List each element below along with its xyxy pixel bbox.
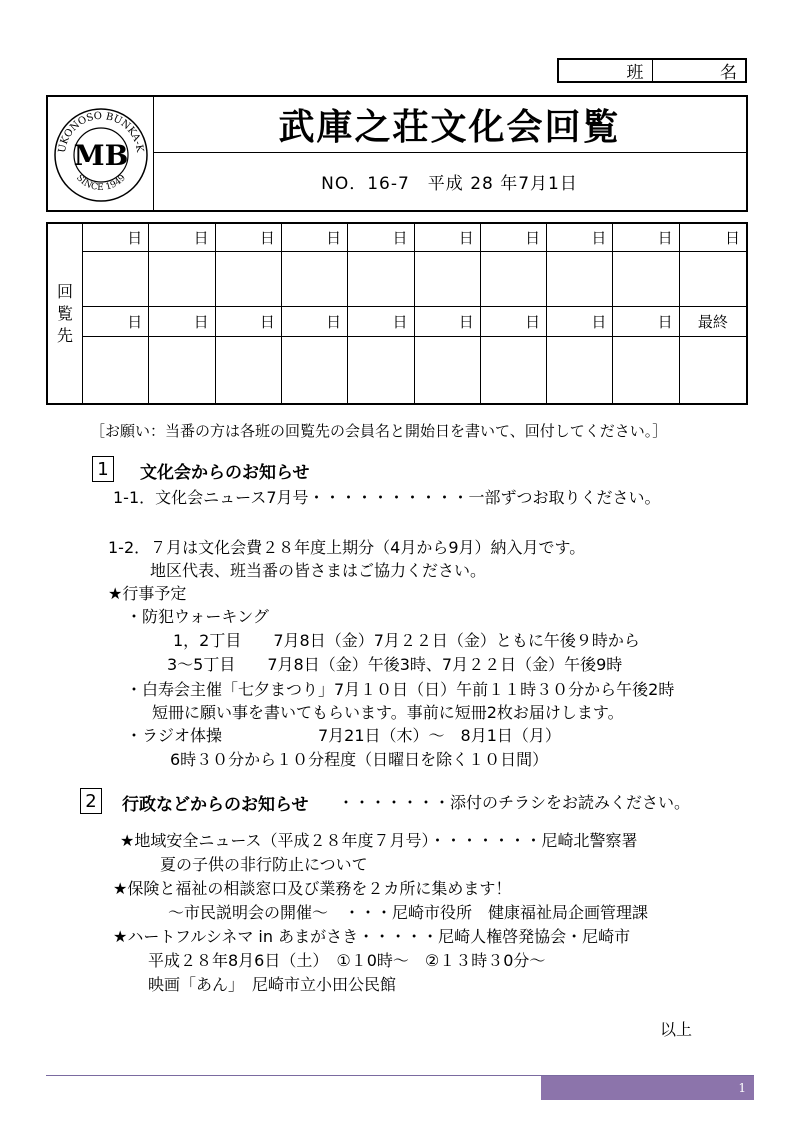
- date-cell: 日: [348, 224, 414, 252]
- page-title: 武庫之荘文化会回覧: [153, 97, 746, 153]
- date-cell: 日: [415, 307, 481, 337]
- final-cell: 最終: [680, 307, 746, 337]
- date-cell: 日: [216, 307, 282, 337]
- notice-line: 夏の子供の非行防止について: [160, 855, 368, 874]
- section-title: 行政などからのお知らせ: [122, 795, 309, 815]
- section-number: 1: [92, 456, 114, 482]
- notice-line: 1-1．文化会ニュース7月号・・・・・・・・・・一部ずつお取りください。: [113, 488, 661, 507]
- date-cell: 日: [613, 224, 679, 252]
- notice-line: ・ラジオ体操 7月21日（木）～ 8月1日（月）: [126, 726, 561, 745]
- date-cell: 日: [83, 307, 149, 337]
- name-cell: [348, 252, 414, 307]
- date-cell: 日: [415, 224, 481, 252]
- logo-since-text: SINCE 1949: [74, 173, 128, 194]
- date-cell: 日: [149, 307, 215, 337]
- date-cell: 日: [282, 224, 348, 252]
- name-cell: [282, 252, 348, 307]
- logo-monogram: MB: [73, 139, 129, 172]
- notice-line: 6時３０分から１０分程度（日曜日を除く１０日間）: [170, 750, 549, 769]
- logo-area: [48, 97, 154, 210]
- name-cell: [680, 252, 746, 307]
- notice-line: ・・・・・・・添付のチラシをお読みください。: [338, 793, 691, 812]
- notice-line: ★保険と福祉の相談窓口及び業務を２カ所に集めます！: [113, 879, 512, 898]
- circulation-table: [46, 222, 748, 405]
- date-cell: 日: [149, 224, 215, 252]
- name-cell: [348, 337, 414, 403]
- name-cell: [415, 337, 481, 403]
- date-cell: 日: [216, 224, 282, 252]
- name-cell: [613, 337, 679, 403]
- date-cell: 日: [680, 224, 746, 252]
- name-cell: [481, 252, 547, 307]
- notice-line: ★地域安全ニュース（平成２８年度７月号）・・・・・・・尼崎北警察署: [120, 831, 638, 850]
- mb-logo-icon: [48, 97, 153, 210]
- name-cell: [547, 337, 613, 403]
- request-note: ［お願い：当番の方は各班の回覧先の会員名と開始日を書いて、回付してください。］: [90, 422, 668, 440]
- circulation-label-char: 覧: [56, 303, 73, 323]
- circulation-label: [48, 224, 83, 403]
- name-cell: [481, 337, 547, 403]
- group-name-box: [557, 58, 747, 83]
- notice-line: 1，2丁目 7月8日（金）7月２２日（金）ともに午後９時から: [173, 631, 640, 650]
- notice-line: 短冊に願い事を書いてもらいます。事前に短冊2枚お届けします。: [152, 703, 624, 722]
- name-cell: [613, 252, 679, 307]
- section-number: 2: [80, 788, 102, 814]
- notice-line: ・防犯ウォーキング: [126, 607, 269, 626]
- issue-date: NO．16-7 平成 28 年7月1日: [321, 174, 578, 194]
- notice-line: ・白寿会主催「七夕まつり」7月１０日（日）午前１１時３０分から午後2時: [126, 680, 675, 699]
- name-cell: [680, 337, 746, 403]
- circulation-label-char: 回: [56, 281, 73, 301]
- name-cell: [282, 337, 348, 403]
- date-cell: 日: [481, 307, 547, 337]
- name-cell: [216, 337, 282, 403]
- date-cell: 日: [481, 224, 547, 252]
- name-cell: [83, 252, 149, 307]
- circulation-label-char: 先: [56, 325, 73, 345]
- date-cell: 日: [83, 224, 149, 252]
- notice-line: ★行事予定: [108, 584, 187, 603]
- notice-line: ～市民説明会の開催～ ・・・尼崎市役所 健康福祉局企画管理課: [168, 903, 649, 922]
- logo-ring-text: UKONOSO BUNKA-K: [56, 110, 145, 154]
- date-cell: 日: [282, 307, 348, 337]
- notice-line: 映画「あん」 尼崎市立小田公民館: [148, 975, 397, 994]
- name-cell: [547, 252, 613, 307]
- name-label: 名: [720, 63, 737, 83]
- notice-line: ★ハートフルシネマ in あまがさき・・・・・尼崎人権啓発協会・尼崎市: [113, 927, 631, 946]
- name-cell: [415, 252, 481, 307]
- notice-line: 平成２８年8月6日（土） ①１0時～ ②１３時３0分～: [148, 951, 546, 970]
- name-cell: [149, 252, 215, 307]
- closing-text: 以上: [660, 1020, 693, 1039]
- group-label: 班: [559, 60, 653, 81]
- name-cell: [83, 337, 149, 403]
- section-title: 文化会からのお知らせ: [140, 463, 310, 483]
- date-cell: 日: [613, 307, 679, 337]
- date-cell: 日: [348, 307, 414, 337]
- notice-line: 地区代表、班当番の皆さまはご協力ください。: [150, 561, 487, 580]
- notice-line: 1-2．７月は文化会費２８年度上期分（4月から9月）納入月です。: [108, 538, 586, 557]
- circulation-grid: [83, 224, 746, 403]
- name-cell: [216, 252, 282, 307]
- page-number: 1: [541, 1076, 754, 1100]
- date-cell: 日: [547, 307, 613, 337]
- notice-line: 3～5丁目 7月8日（金）午後3時、7月２２日（金）午後9時: [167, 655, 623, 674]
- newsletter-header: [46, 95, 748, 212]
- date-cell: 日: [547, 224, 613, 252]
- name-cell: [149, 337, 215, 403]
